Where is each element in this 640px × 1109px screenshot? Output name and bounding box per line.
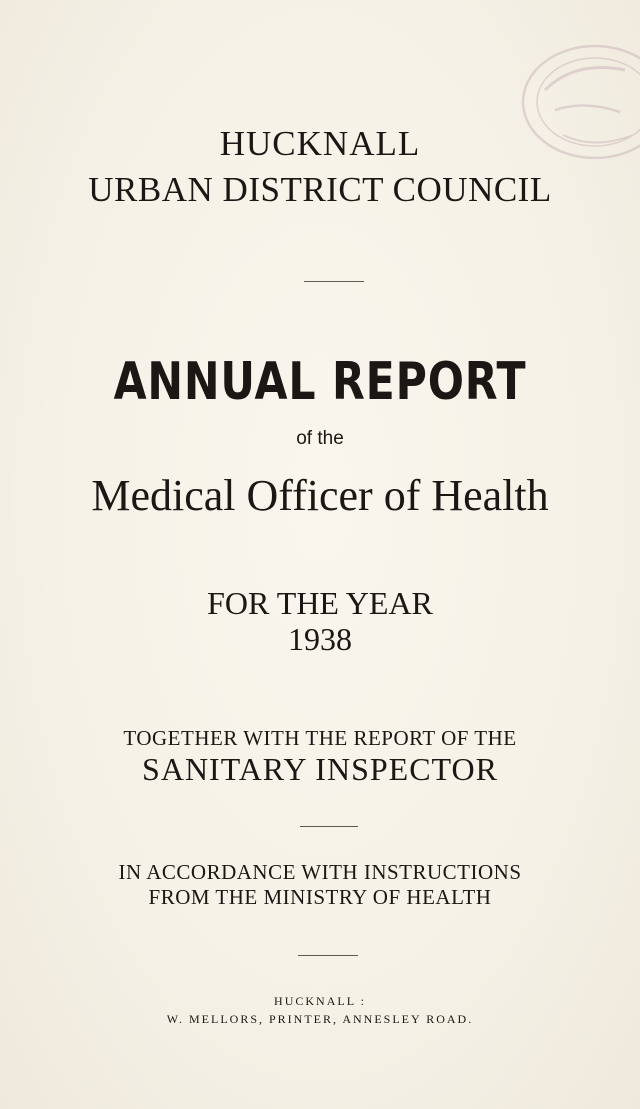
supplement-title: SANITARY INSPECTOR <box>142 751 498 787</box>
supplement-intro: TOGETHER WITH THE REPORT OF THE <box>123 726 517 750</box>
divider-rule <box>304 281 364 282</box>
report-subtitle: Medical Officer of Health <box>91 471 549 520</box>
year-label: FOR THE YEAR <box>207 585 433 621</box>
report-year: 1938 <box>288 621 352 657</box>
accordance-line-1: IN ACCORDANCE WITH INSTRUCTIONS <box>118 860 522 884</box>
report-title: ANNUAL REPORT <box>113 352 527 412</box>
council-name-line-2: URBAN DISTRICT COUNCIL <box>88 170 552 209</box>
imprint-place: HUCKNALL : <box>274 994 366 1008</box>
accordance-line-2: FROM THE MINISTRY OF HEALTH <box>148 885 492 909</box>
divider-rule <box>300 826 358 827</box>
title-connector: of the <box>296 428 344 449</box>
council-name-line-1: HUCKNALL <box>219 124 421 163</box>
imprint-printer: W. MELLORS, PRINTER, ANNESLEY ROAD. <box>166 1012 474 1026</box>
divider-rule <box>298 955 358 956</box>
